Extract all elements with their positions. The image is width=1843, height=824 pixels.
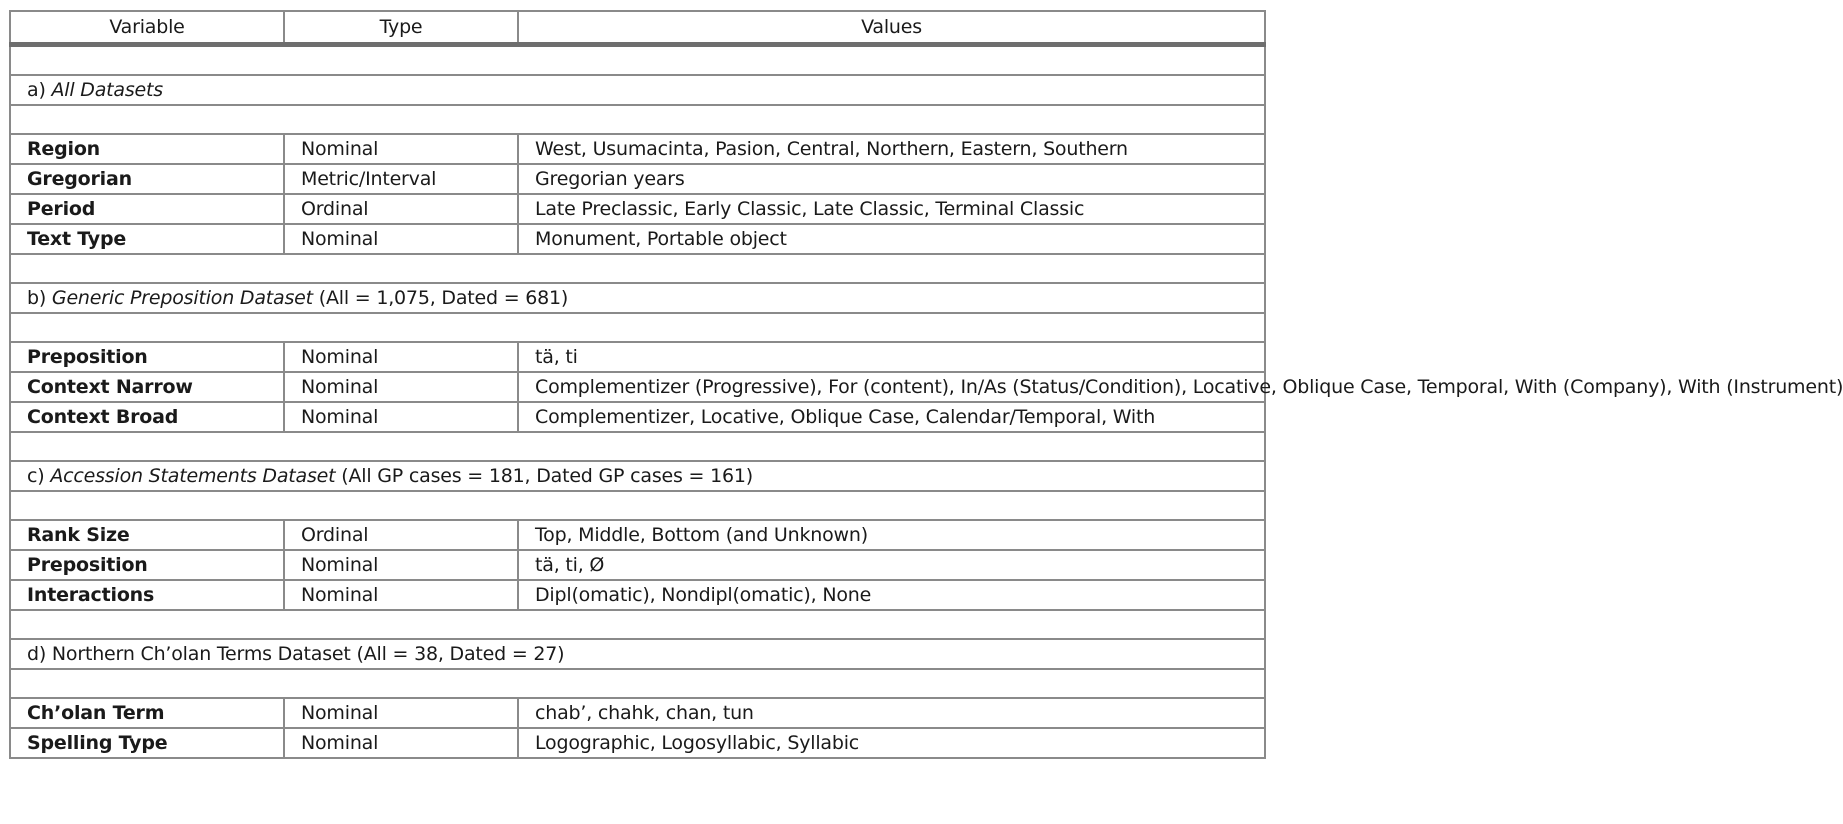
type-cell: Metric/Interval (284, 164, 518, 194)
spacer-row (10, 313, 1265, 342)
table-row (10, 194, 1265, 224)
type-cell: Ordinal (284, 194, 518, 224)
variable-cell: Period (10, 194, 284, 224)
type-cell: Nominal (284, 402, 518, 432)
section-title-d: d) Northern Ch’olan Terms Dataset (All = 38, Dated = 27) (10, 639, 1265, 669)
variables-table (9, 10, 1843, 759)
header-type: Type (284, 11, 518, 45)
type-cell: Nominal (284, 134, 518, 164)
values-cell: tä, ti, Ø (518, 550, 1265, 580)
variable-cell: Preposition (10, 550, 284, 580)
table-row (10, 134, 1265, 164)
table-header (10, 11, 1265, 45)
section-row-c (10, 461, 1265, 491)
type-cell: Nominal (284, 342, 518, 372)
table-row (10, 520, 1265, 550)
section-name: All Datasets (51, 79, 163, 101)
table-row (10, 402, 1265, 432)
section-prefix: c) (27, 465, 51, 487)
table-row (10, 580, 1265, 610)
spacer-row (10, 432, 1265, 461)
values-cell: Monument, Portable object (518, 224, 1265, 254)
section-title-c (10, 461, 1265, 491)
spacer-row (10, 610, 1265, 639)
section-suffix: (All = 1,075, Dated = 681) (312, 287, 569, 309)
spacer-cell (10, 254, 1265, 283)
values-cell: tä, ti (518, 342, 1265, 372)
spacer-cell (10, 105, 1265, 134)
spacer-cell (10, 610, 1265, 639)
section-suffix: (All GP cases = 181, Dated GP cases = 161) (335, 465, 753, 487)
section-row-b (10, 283, 1265, 313)
section-name: Accession Statements Dataset (50, 465, 336, 487)
section-row-a (10, 75, 1265, 105)
values-cell: Complementizer (Progressive), For (content), In/As (Status/Condition), Locative, Oblique Case, Temporal, With (Company), With (Instrument) (518, 372, 1265, 402)
values-cell: Logographic, Logosyllabic, Syllabic (518, 728, 1265, 758)
header-values: Values (518, 11, 1265, 45)
table-row (10, 164, 1265, 194)
type-cell: Nominal (284, 372, 518, 402)
table-row (10, 372, 1265, 402)
values-cell: Gregorian years (518, 164, 1265, 194)
spacer-cell (10, 432, 1265, 461)
values-cell: Complementizer, Locative, Oblique Case, Calendar/Temporal, With (518, 402, 1265, 432)
header-row (10, 11, 1265, 45)
header-variable: Variable (10, 11, 284, 45)
variable-cell: Context Narrow (10, 372, 284, 402)
spacer-cell (10, 669, 1265, 698)
section-title-b (10, 283, 1265, 313)
variable-cell: Ch’olan Term (10, 698, 284, 728)
variable-cell: Text Type (10, 224, 284, 254)
type-cell: Nominal (284, 580, 518, 610)
variable-cell: Gregorian (10, 164, 284, 194)
variable-cell: Spelling Type (10, 728, 284, 758)
section-prefix: b) (27, 287, 52, 309)
type-cell: Nominal (284, 224, 518, 254)
values-cell: Late Preclassic, Early Classic, Late Classic, Terminal Classic (518, 194, 1265, 224)
spacer-cell (10, 313, 1265, 342)
table-row (10, 342, 1265, 372)
table-row (10, 728, 1265, 758)
section-row-d (10, 639, 1265, 669)
variable-cell: Region (10, 134, 284, 164)
variable-cell: Rank Size (10, 520, 284, 550)
type-cell: Ordinal (284, 520, 518, 550)
values-cell: Dipl(omatic), Nondipl(omatic), None (518, 580, 1265, 610)
spacer-cell (10, 45, 1265, 76)
type-cell: Nominal (284, 550, 518, 580)
section-title-a (10, 75, 1265, 105)
values-cell: West, Usumacinta, Pasion, Central, Northern, Eastern, Southern (518, 134, 1265, 164)
section-prefix: a) (27, 79, 52, 101)
table-body (10, 45, 1843, 759)
values-cell: Top, Middle, Bottom (and Unknown) (518, 520, 1265, 550)
spacer-row (10, 45, 1265, 76)
type-cell: Nominal (284, 698, 518, 728)
variable-cell: Context Broad (10, 402, 284, 432)
spacer-cell (10, 491, 1265, 520)
spacer-row (10, 105, 1265, 134)
spacer-row (10, 669, 1265, 698)
table-row (10, 224, 1265, 254)
type-cell: Nominal (284, 728, 518, 758)
spacer-row (10, 491, 1265, 520)
values-cell: chab’, chahk, chan, tun (518, 698, 1265, 728)
variable-cell: Interactions (10, 580, 284, 610)
section-name: Generic Preposition Dataset (51, 287, 313, 309)
table-row (10, 698, 1265, 728)
table-row (10, 550, 1265, 580)
variable-cell: Preposition (10, 342, 284, 372)
spacer-row (10, 254, 1265, 283)
